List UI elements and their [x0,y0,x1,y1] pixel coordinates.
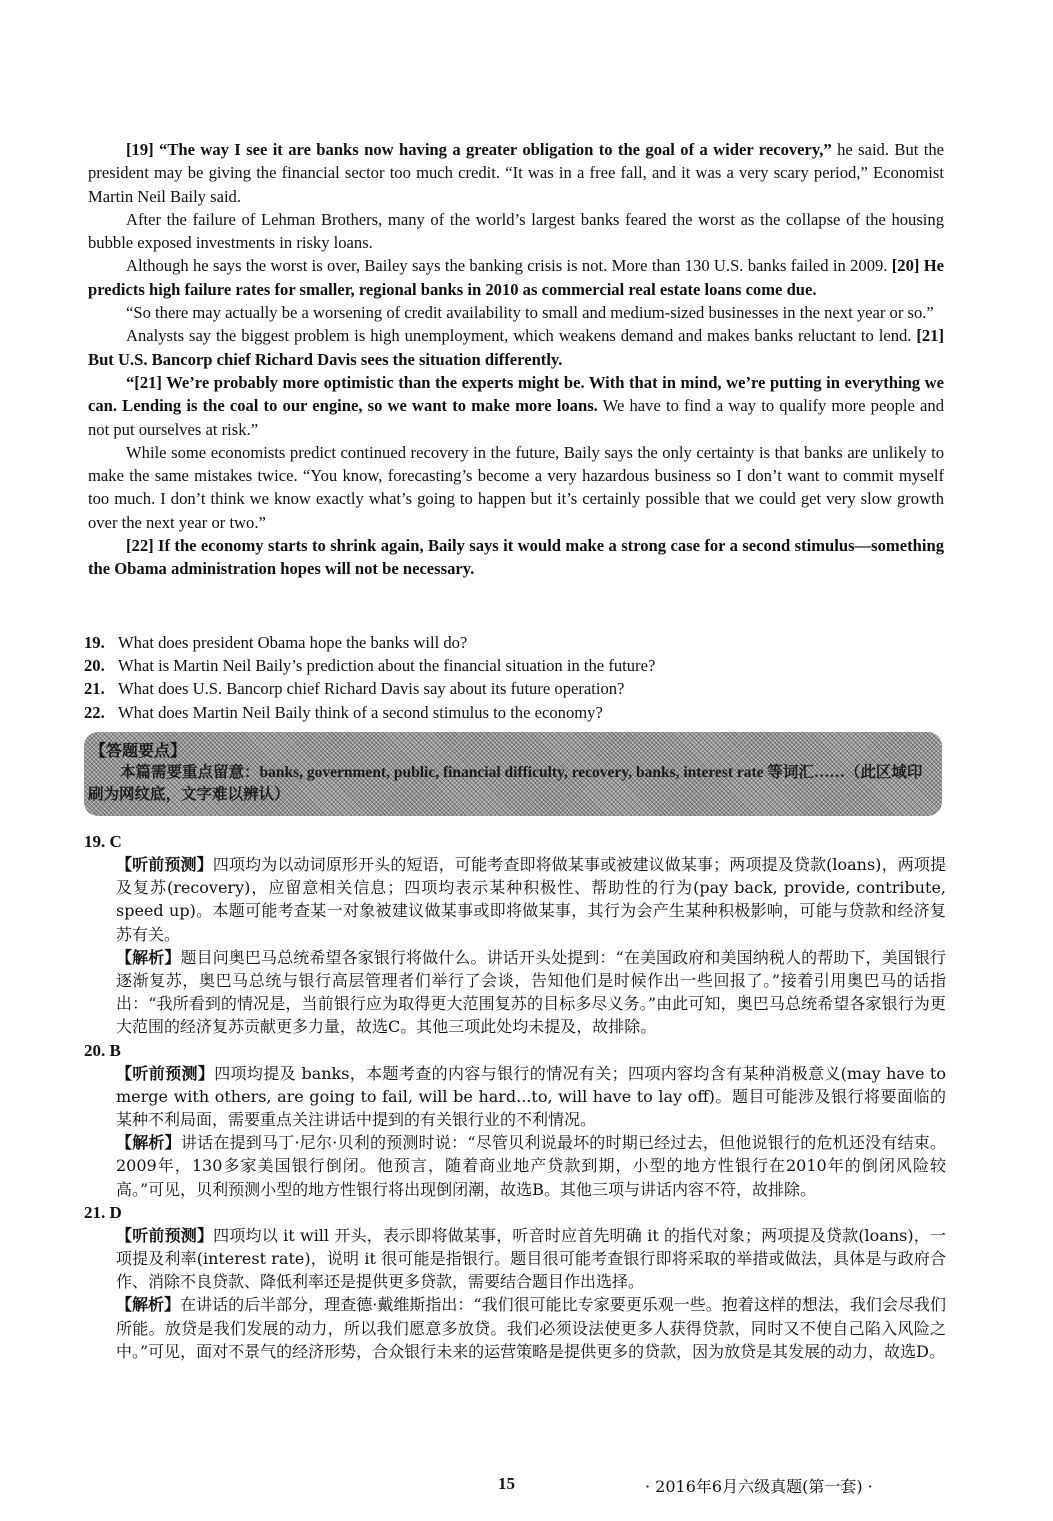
analysis-block: 【解析】在讲话的后半部分，理查德·戴维斯指出：“我们很可能比专家要更乐观一些。抱着这样的想法，我们会尽我们所能。放贷是我们发展的动力，所以我们愿意多放贷。我们必须设法使更多人获得贷款，同时又不使自己陷入风险之中。”可见，面对不景气的经济形势，合众银行未来的运营策略是提供更多的贷款，因为放贷是其发展的动力，故选D。 [116,1295,946,1361]
answer-explanations [84,830,946,1363]
highlighted-text: [20] [891,256,920,276]
passage-paragraph [88,534,944,581]
text-run: Analysts say the biggest problem is high unemployment, which weakens demand and makes banks reluctant to lend. [126,326,917,346]
text-run: he said. But the president may be giving the financial sector too much credit. “It was in a free fall, and it was a very scary period,” Economist Martin Neil Baily said. [88,140,944,206]
text-run: After the failure of Lehman Brothers, many of the world’s largest banks feared the worst as the collapse of the housing bubble exposed investments in risky loans. [88,209,944,253]
highlighted-text: But U.S. Bancorp chief Richard Davis sees the situation differently. [88,349,563,369]
question-item: 22. What does Martin Neil Baily think of a second stimulus to the economy? [84,702,603,722]
highlighted-text: “[21] [126,372,162,392]
text-run: “So there may actually be a worsening of credit availability to small and medium-sized businesses in the next year or so.” [126,303,934,323]
question-item: 19. What does president Obama hope the banks will do? [84,633,468,652]
prediction-block: 【听前预测】四项均以 it will 开头，表示即将做某事，听音时应首先明确 it 的指代对象；两项提及贷款(loans)，一项提及利率(interest rate)，说明 it 很可能是指银行。题目很可能考查银行即将采取的举措或做法，具体是与政府合作、消除不良贷款、降低利率还是提供更多贷款，需要结合题目作出选择。 [116,1225,946,1292]
highlighted-text: [22] [126,536,154,556]
passage-paragraph [88,371,944,441]
text-run: While some economists predict continued recovery in the future, Baily says the only certainty is that banks are unlikely to make the same mistakes twice. “You know, forecasting’s become a very hazardous business so I don’t want to commit myself too much. I don’t think we know exactly what’s going to happen but it’s certainly possible that we could get very slow growth over the next year or two.” [88,442,944,532]
passage-paragraph [88,441,944,534]
passage [88,138,944,581]
analysis-block: 【解析】题目问奥巴马总统希望各家银行将做什么。讲话开头处提到：“在美国政府和美国纳税人的帮助下，美国银行逐渐复苏，奥巴马总统与银行高层管理者们举行了会谈，告知他们是时候作出一些回报了。”接着引用奥巴马的话指出：“我所看到的情况是，当前银行应为取得更大范围复苏的目标多尽义务。”由此可知，奥巴马总统希望各家银行为更大范围的经济复苏贡献更多力量，故选C。其他三项此处均未提及，故排除。 [116,947,946,1037]
prediction-block: 【听前预测】四项均提及 banks，本题考查的内容与银行的情况有关；四项内容均含有某种消极意义(may have to merge with others, are going to fail, will be hard...to, will have to lay off)。题目可能涉及银行将要面临的某种不利局面，需要重点关注讲话中提到的有关银行业的不利情况。 [116,1063,946,1130]
passage-paragraph [88,324,944,371]
highlighted-text: We’re probably more optimistic than the experts might be. With that in mind, we’re putting in everything we can. Lending is the coal to our engine, so we want to make more loans. [88,372,944,416]
passage-paragraph [88,254,944,301]
prediction-block: 【听前预测】四项均为以动词原形开头的短语，可能考查即将做某事或被建议做某事；两项提及贷款(loans)，两项提及复苏(recovery)，应留意相关信息；四项均表示某种积极性、帮助性的行为(pay back, provide, contribute, speed up)。本题可能考查某一对象被建议做某事或即将做某事，其行为会产生某种积极影响，可能与贷款和经济复苏有关。 [116,855,946,944]
answer-heading: 19. C [84,832,122,851]
page-number: 15 [498,1474,515,1493]
key-points-body: 本篇需要重点留意：banks, government, public, financial difficulty, recovery, banks, interest rate 等词汇……（此区域印刷为网纹底，文字难以辨认） [88,764,923,803]
running-footer-title: · 2016年6月六级真题(第一套) · [645,1477,873,1496]
passage-paragraph [88,138,944,208]
highlighted-text: If the economy starts to shrink again, Baily says it would make a strong case for a second stimulus—something the Obama administration hopes will not be necessary. [88,536,944,579]
highlighted-text: He predicts high failure rates for smaller, regional banks in 2010 as commercial real estate loans come due. [88,256,945,299]
passage-paragraph [88,208,944,255]
question-item: 20. What is Martin Neil Baily’s prediction about the financial situation in the future? [84,656,656,676]
highlighted-text: “The way I see it are banks now having a greater obligation to the goal of a wider recovery,” [153,140,832,159]
analysis-block: 【解析】讲话在提到马丁·尼尔·贝利的预测时说：“尽管贝利说最坏的时期已经过去，但他说银行的危机还没有结束。2009年，130多家美国银行倒闭。他预言，随着商业地产贷款到期，小型的地方性银行在2010年的倒闭风险较高。”可见，贝利预测小型的地方性银行将出现倒闭潮，故选B。其他三项与讲话内容不符，故排除。 [116,1133,946,1199]
text-run: We have to find a way to qualify more people and not put ourselves at risk.” [88,396,944,439]
highlighted-text: [21] [916,326,944,346]
key-points-heading: 【答题要点】 [90,743,187,760]
highlighted-text: [19] [126,140,154,159]
question-item: 21. What does U.S. Bancorp chief Richard Davis say about its future operation? [84,679,625,699]
key-points-box [84,732,942,816]
answer-heading: 20. B [84,1040,121,1060]
question-list [84,631,944,724]
passage-paragraph [88,301,944,324]
answer-heading: 21. D [84,1202,122,1222]
text-run: Although he says the worst is over, Bailey says the banking crisis is not. More than 130 U.S. banks failed in 2009. [126,256,892,276]
